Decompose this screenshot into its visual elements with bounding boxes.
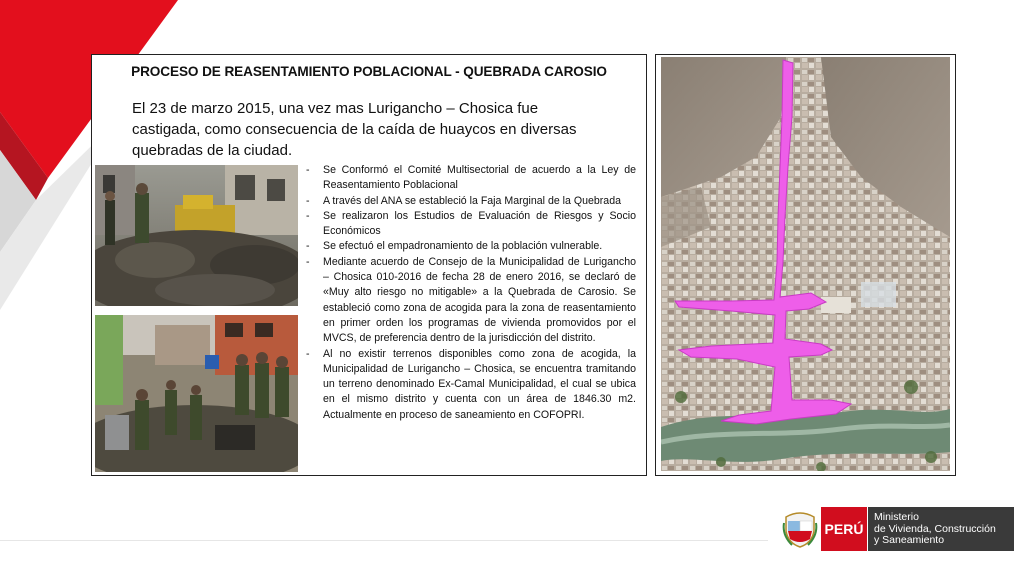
bullet-item: - Se efectuó el empadronamiento de la población vulnerable.	[306, 240, 603, 253]
bullet-item: - A través del ANA se estableció la Faja Marginal de la Quebrada	[306, 194, 621, 207]
process-bullet-list	[306, 163, 636, 423]
ministry-line: Ministerio	[874, 511, 919, 523]
ministry-logo	[768, 485, 1024, 576]
slide-title: PROCESO DE REASENTAMIENTO POBLACIONAL - QUEBRADA CAROSIO	[131, 64, 607, 79]
bullet-item: - Mediante acuerdo de Consejo de la Municipalidad de Lurigancho – Chosica 010-2016 de fecha 28 de enero 2016, se declaró de «Muy alto riesgo no mitigable» a la Quebrada de Carosio. Se estableció como zona de acogida para la zona de reasentamiento en primer orden los programas de vivienda promovidos por el MVCS, de preferencia dentro de la jurisdicción del distrito.	[306, 255, 636, 345]
peru-label: PERÚ	[821, 507, 867, 551]
ministry-line: y Saneamiento	[874, 534, 945, 546]
aerial-map-image	[661, 57, 950, 471]
intro-paragraph: El 23 de marzo 2015, una vez mas Lurigancho – Chosica fue castigada, como consecuencia de la caída de huaycos en diversas quebradas de la ciudad.	[132, 100, 577, 159]
ministry-line: de Vivienda, Construcción	[874, 522, 996, 535]
bullet-item: - Se Conformó el Comité Multisectorial de acuerdo a la Ley de Reasentamiento Poblacional	[306, 164, 636, 192]
bullet-item: - Se realizaron los Estudios de Evaluación de Riesgos y Socio Económicos	[306, 209, 636, 238]
map-panel	[655, 54, 956, 476]
bullet-item: - Al no existir terrenos disponibles como zona de acogida, la Municipalidad de Lurigancho – Chosica, se encuentra tramitando un terreno denominado Ex-Camal Municipalidad, el cual se ubica en el mismo distrito y cuenta con un área de 1846.30 m2. Actualmente en proceso de saneamiento en COFOPRI.	[306, 347, 636, 421]
mudslide-debris-photo	[95, 165, 298, 306]
rescue-workers-photo	[95, 315, 298, 472]
ministry-name	[868, 507, 1014, 551]
content-panel	[91, 54, 647, 476]
coat-of-arms-icon	[782, 509, 818, 549]
